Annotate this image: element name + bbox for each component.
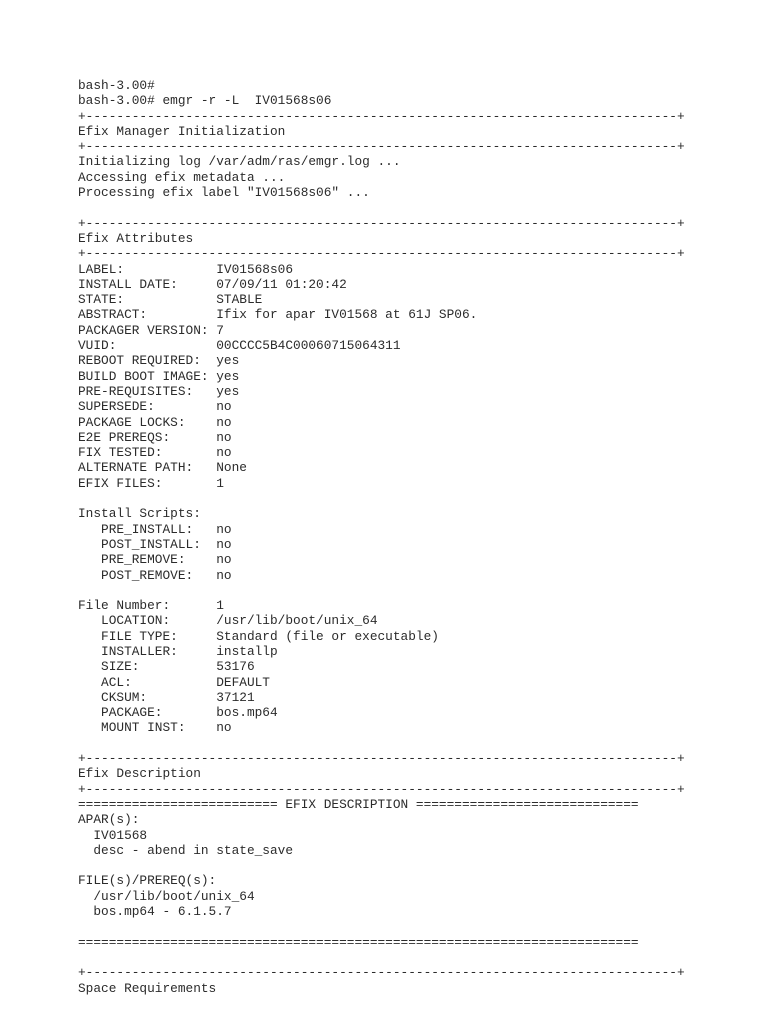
- terminal-line: /usr/lib/boot/unix_64: [78, 888, 255, 904]
- terminal-line: bash-3.00# emgr -r -L IV01568s06: [78, 93, 332, 109]
- terminal-line: [78, 858, 685, 873]
- terminal-line: REBOOT REQUIRED: yes: [78, 353, 240, 369]
- terminal-line: Processing efix label "IV01568s06" ...: [78, 185, 370, 201]
- terminal-line: SIZE: 53176: [78, 659, 255, 675]
- terminal-line: [78, 919, 685, 934]
- terminal-line: +-----------------------------------------------------------------------------+: [78, 781, 685, 797]
- terminal-line: POST_REMOVE: no: [78, 567, 232, 583]
- terminal-line: FILE TYPE: Standard (file or executable): [78, 628, 439, 644]
- terminal-line: PACKAGER VERSION: 7: [78, 322, 224, 338]
- terminal-line: Efix Manager Initialization: [78, 123, 286, 139]
- terminal-line: CKSUM: 37121: [78, 689, 255, 705]
- terminal-line: MOUNT INST: no: [78, 720, 232, 736]
- terminal-line: Install Scripts:: [78, 506, 201, 522]
- terminal-line: Space Requirements: [78, 980, 217, 996]
- terminal-line: PRE-REQUISITES: yes: [78, 383, 240, 399]
- terminal-line: ACL: DEFAULT: [78, 674, 270, 690]
- terminal-line: PRE_INSTALL: no: [78, 521, 232, 537]
- terminal-line: +-----------------------------------------------------------------------------+: [78, 751, 685, 767]
- terminal-line: FIX TESTED: no: [78, 445, 232, 461]
- terminal-line: +-----------------------------------------------------------------------------+: [78, 108, 685, 124]
- terminal-line: File Number: 1: [78, 598, 224, 614]
- terminal-line: EFIX FILES: 1: [78, 475, 224, 491]
- terminal-line: VUID: 00CCCC5B4C00060715064311: [78, 338, 401, 354]
- terminal-line: +-----------------------------------------------------------------------------+: [78, 246, 685, 262]
- terminal-line: LABEL: IV01568s06: [78, 261, 294, 277]
- terminal-line: desc - abend in state_save: [78, 842, 294, 858]
- terminal-line: [78, 491, 685, 506]
- terminal-line: FILE(s)/PREREQ(s):: [78, 873, 217, 889]
- terminal-line: PACKAGE LOCKS: no: [78, 414, 232, 430]
- terminal-line: BUILD BOOT IMAGE: yes: [78, 368, 240, 384]
- terminal-line: PRE_REMOVE: no: [78, 552, 232, 568]
- terminal-line: E2E PREREQS: no: [78, 429, 232, 445]
- terminal-line: bash-3.00#: [78, 78, 155, 93]
- terminal-line: Accessing efix metadata ...: [78, 169, 286, 185]
- terminal-output: [78, 78, 685, 996]
- terminal-line: Efix Description: [78, 766, 201, 782]
- terminal-line: Efix Attributes: [78, 230, 194, 246]
- terminal-line: ABSTRACT: Ifix for apar IV01568 at 61J SP06.: [78, 307, 478, 323]
- terminal-line: [78, 583, 685, 598]
- terminal-line: +-----------------------------------------------------------------------------+: [78, 215, 685, 231]
- terminal-line: INSTALLER: installp: [78, 643, 278, 659]
- terminal-line: Initializing log /var/adm/ras/emgr.log ...: [78, 154, 401, 170]
- terminal-line: INSTALL DATE: 07/09/11 01:20:42: [78, 276, 347, 292]
- terminal-line: [78, 200, 685, 215]
- terminal-line: [78, 950, 685, 965]
- terminal-line: +-----------------------------------------------------------------------------+: [78, 139, 685, 155]
- terminal-line: LOCATION: /usr/lib/boot/unix_64: [78, 613, 378, 629]
- terminal-line: ========================== EFIX DESCRIPTION =============================: [78, 796, 639, 812]
- terminal-line: PACKAGE: bos.mp64: [78, 705, 278, 721]
- terminal-line: SUPERSEDE: no: [78, 399, 232, 415]
- terminal-line: STATE: STABLE: [78, 292, 263, 308]
- terminal-line: ALTERNATE PATH: None: [78, 460, 247, 476]
- terminal-line: IV01568: [78, 827, 148, 843]
- terminal-line: +-----------------------------------------------------------------------------+: [78, 965, 685, 981]
- terminal-line: [78, 736, 685, 751]
- terminal-line: bos.mp64 - 6.1.5.7: [78, 904, 232, 920]
- terminal-line: POST_INSTALL: no: [78, 536, 232, 552]
- terminal-line: APAR(s):: [78, 812, 140, 828]
- terminal-line: =========================================================================: [78, 934, 639, 950]
